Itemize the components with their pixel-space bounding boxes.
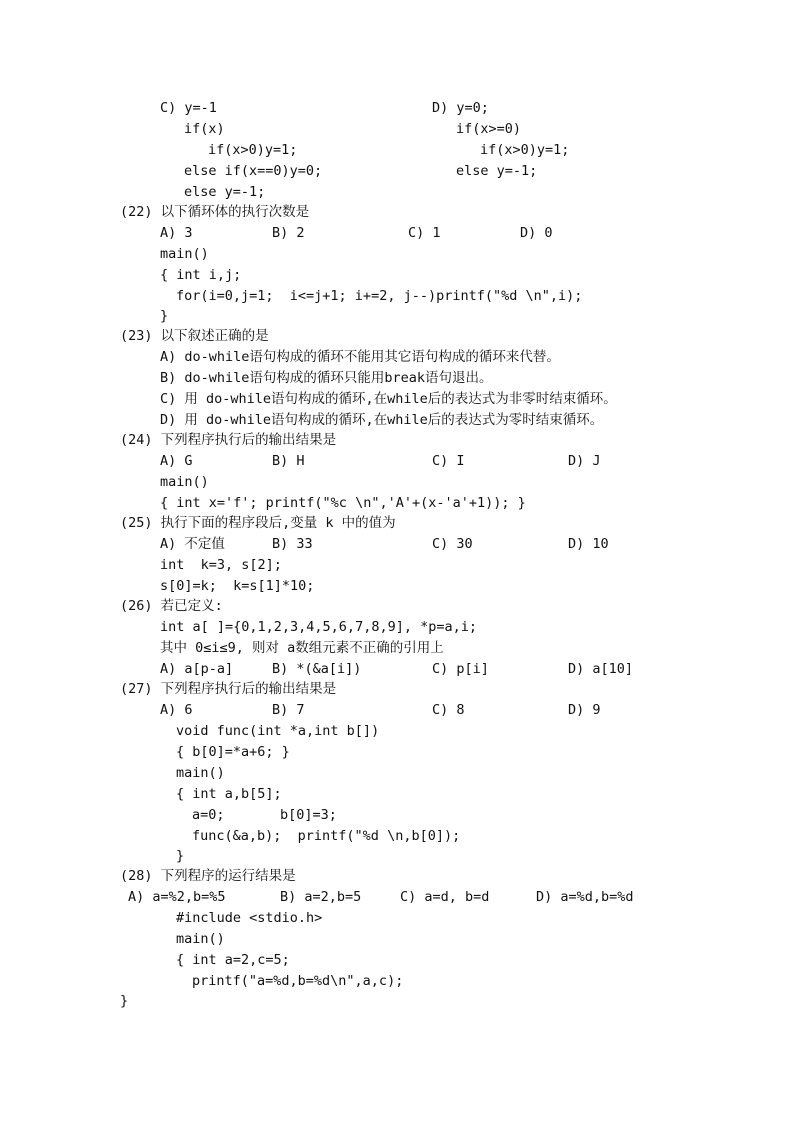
text-line: main() — [176, 931, 225, 947]
text-line: A) 不定值 — [160, 536, 225, 552]
text-line: for(i=0,j=1; i<=j+1; i+=2, j--)printf("%d \n",i); — [176, 288, 583, 304]
text-line: main() — [160, 246, 209, 262]
text-line: D) 10 — [568, 536, 609, 552]
text-line: else y=-1; — [456, 163, 538, 179]
text-line: B) *(&a[i]) — [272, 661, 362, 677]
text-line: (22) 以下循环体的执行次数是 — [120, 204, 310, 220]
text-line: a=0; — [192, 807, 225, 823]
text-line: B) a=2,b=5 — [280, 889, 362, 905]
text-line: D) a[10] — [568, 661, 634, 677]
text-line: C) p[i] — [432, 661, 489, 677]
text-line: C) 30 — [432, 536, 473, 552]
text-line: (23) 以下叙述正确的是 — [120, 328, 269, 344]
text-line: main() — [160, 474, 209, 490]
text-line: { b[0]=*a+6; } — [176, 744, 290, 760]
text-line: { int x='f'; printf("%c \n",'A'+(x-'a'+1)); } — [160, 495, 526, 511]
text-line: if(x>=0) — [456, 121, 522, 137]
text-line: (26) 若已定义: — [120, 598, 223, 614]
text-line: A) 6 — [160, 702, 193, 718]
text-line: A) G — [160, 453, 193, 469]
text-line: A) a[p-a] — [160, 661, 234, 677]
text-line: void func(int *a,int b[]) — [176, 723, 380, 739]
text-line: C) y=-1 — [160, 100, 217, 116]
text-line: s[0]=k; k=s[1]*10; — [160, 578, 315, 594]
text-line: C) I — [432, 453, 465, 469]
text-line: (24) 下列程序执行后的输出结果是 — [120, 432, 337, 448]
text-line: (27) 下列程序执行后的输出结果是 — [120, 681, 337, 697]
text-line: main() — [176, 765, 225, 781]
text-line: int a[ ]={0,1,2,3,4,5,6,7,8,9], *p=a,i; — [160, 619, 477, 635]
text-line: B) H — [272, 453, 305, 469]
text-line: D) a=%d,b=%d — [536, 889, 634, 905]
text-line: } — [176, 848, 185, 864]
text-line: { int i,j; — [160, 267, 242, 283]
text-line: } — [120, 993, 129, 1009]
text-line: (28) 下列程序的运行结果是 — [120, 868, 296, 884]
text-line: (25) 执行下面的程序段后,变量 k 中的值为 — [120, 515, 396, 531]
text-line: B) do-while语句构成的循环只能用break语句退出。 — [160, 370, 493, 386]
text-line: B) 7 — [272, 702, 305, 718]
text-line: A) 3 — [160, 225, 193, 241]
text-line: C) 8 — [432, 702, 465, 718]
text-line: D) 0 — [520, 225, 553, 241]
text-line: D) y=0; — [432, 100, 489, 116]
text-line: C) a=d, b=d — [400, 889, 490, 905]
text-line: printf("a=%d,b=%d\n",a,c); — [192, 973, 404, 989]
text-line: C) 1 — [408, 225, 441, 241]
text-line: else if(x==0)y=0; — [184, 163, 323, 179]
text-line: if(x>0)y=1; — [480, 142, 570, 158]
text-line: B) 2 — [272, 225, 305, 241]
text-line: A) a=%2,b=%5 — [128, 889, 226, 905]
text-line: else y=-1; — [184, 184, 266, 200]
text-line: D) J — [568, 453, 601, 469]
text-line: func(&a,b); printf("%d \n,b[0]); — [192, 828, 461, 844]
text-line: B) 33 — [272, 536, 313, 552]
text-line: if(x) — [184, 121, 225, 137]
text-line: b[0]=3; — [280, 807, 337, 823]
text-line: if(x>0)y=1; — [208, 142, 298, 158]
text-line: D) 用 do-while语句构成的循环,在while后的表达式为零时结束循环。 — [160, 412, 604, 428]
text-line: A) do-while语句构成的循环不能用其它语句构成的循环来代替。 — [160, 349, 560, 365]
text-line: int k=3, s[2]; — [160, 557, 282, 573]
text-line: C) 用 do-while语句构成的循环,在while后的表达式为非零时结束循环。 — [160, 391, 617, 407]
text-line: { int a,b[5]; — [176, 786, 282, 802]
text-line: D) 9 — [568, 702, 601, 718]
text-line: } — [160, 308, 169, 324]
text-line: #include <stdio.h> — [176, 910, 323, 926]
text-line: 其中 0≤i≤9, 则对 a数组元素不正确的引用上 — [160, 640, 444, 656]
text-line: { int a=2,c=5; — [176, 952, 290, 968]
